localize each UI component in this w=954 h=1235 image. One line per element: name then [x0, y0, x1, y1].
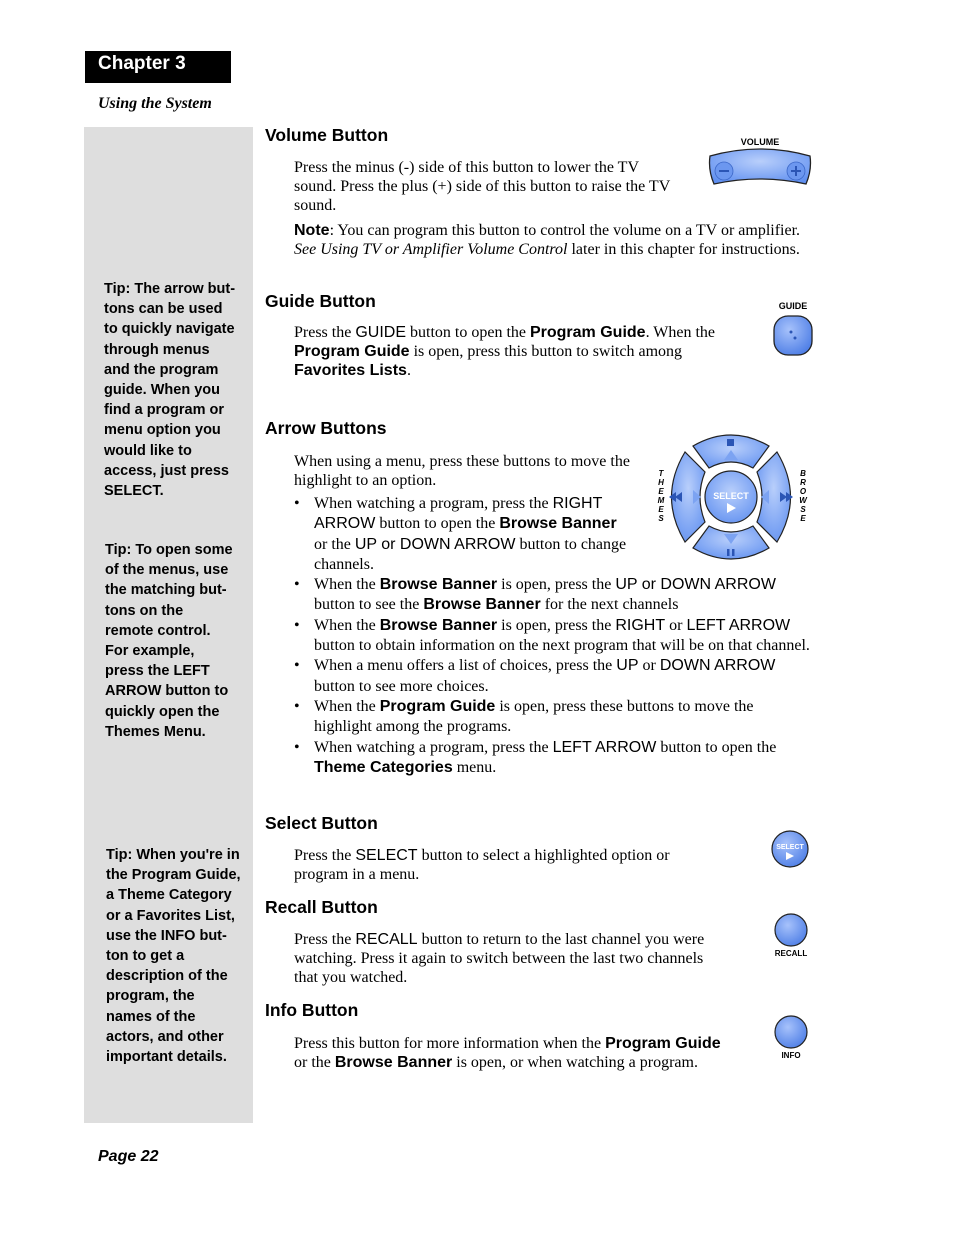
heading-guide-button: Guide Button	[265, 291, 376, 311]
list-item: • When a menu offers a list of choices, press the UP or DOWN ARROW button to see more choices.	[294, 656, 814, 697]
info-button-icon	[773, 1014, 811, 1062]
browse-vertical-label: B R O W S E	[799, 469, 807, 523]
guide-button-icon	[772, 298, 816, 360]
tip-arrow-buttons: Tip: The arrow but- tons can be used to quickly navigate through menus and the program guide. When you find a program or menu option you would like to access, just press SELECT.	[104, 281, 236, 500]
volume-button-icon	[705, 134, 815, 190]
arrows-intro: When using a menu, press these buttons to move the highlight to an option.	[294, 453, 630, 489]
select-button-icon	[770, 829, 812, 871]
heading-info-button: Info Button	[265, 1000, 359, 1020]
select-body: Press the SELECT button to select a highlighted option or program in a menu.	[294, 847, 670, 883]
section-title: Using the System	[98, 95, 212, 112]
info-icon-label: INFO	[781, 1051, 801, 1060]
list-item: • When watching a program, press the LEFT ARROW button to open the Theme Categories menu.	[294, 738, 814, 779]
recall-icon-label: RECALL	[774, 949, 808, 958]
select-icon-label: SELECT	[776, 844, 804, 851]
arrow-buttons-list	[294, 494, 814, 778]
list-item: • When the Program Guide is open, press these buttons to move the highlight among the programs.	[294, 697, 814, 738]
list-item: • When the Browse Banner is open, press the UP or DOWN ARROW button to see the Browse Banner for the next channels	[294, 575, 814, 616]
page-number: Page 22	[98, 1148, 159, 1165]
tip-info-button: Tip: When you're in the Program Guide, a Theme Category or a Favorites List, use the INFO but- ton to get a description of the program, the names of the actors, and other important details.	[106, 847, 241, 1066]
volume-icon-label: VOLUME	[740, 137, 780, 147]
volume-body: Press the minus (-) side of this button to lower the TV sound. Press the plus (+) side of this button to raise the TV sound.	[294, 159, 670, 214]
recall-button-icon	[770, 912, 814, 960]
info-body: Press this button for more information when the Program Guide or the Browse Banner is open, or when watching a program.	[294, 1035, 721, 1071]
heading-volume-button: Volume Button	[265, 125, 389, 145]
themes-vertical-label: T H E M E S	[657, 469, 665, 523]
list-item: • When the Browse Banner is open, press the RIGHT or LEFT ARROW button to obtain information on the next program that will be on that channel.	[294, 616, 814, 657]
list-item: • When watching a program, press the RIGHT ARROW button to open the Browse Banner or the UP or DOWN ARROW button to change channels.	[294, 494, 630, 575]
heading-recall-button: Recall Button	[265, 897, 378, 917]
chapter-tab: Chapter 3	[85, 51, 231, 83]
heading-select-button: Select Button	[265, 813, 378, 833]
tip-matching-buttons: Tip: To open some of the menus, use the matching but- tons on the remote control. For example, press the LEFT ARROW button to quickly open the Themes Menu.	[105, 542, 233, 740]
volume-note: Note: You can program this button to control the volume on a TV or amplifier. See Using TV or Amplifier Volume Control later in this chapter for instructions.	[294, 222, 801, 258]
guide-icon-label: GUIDE	[778, 301, 808, 311]
pad-select-label: SELECT	[713, 491, 749, 501]
recall-body: Press the RECALL button to return to the last channel you were watching. Press it again to switch between the last two channels that you watched.	[294, 931, 705, 986]
guide-body: Press the GUIDE button to open the Program Guide. When the Program Guide is open, press this button to switch among Favorites Lists.	[294, 324, 716, 379]
heading-arrow-buttons: Arrow Buttons	[265, 418, 387, 438]
